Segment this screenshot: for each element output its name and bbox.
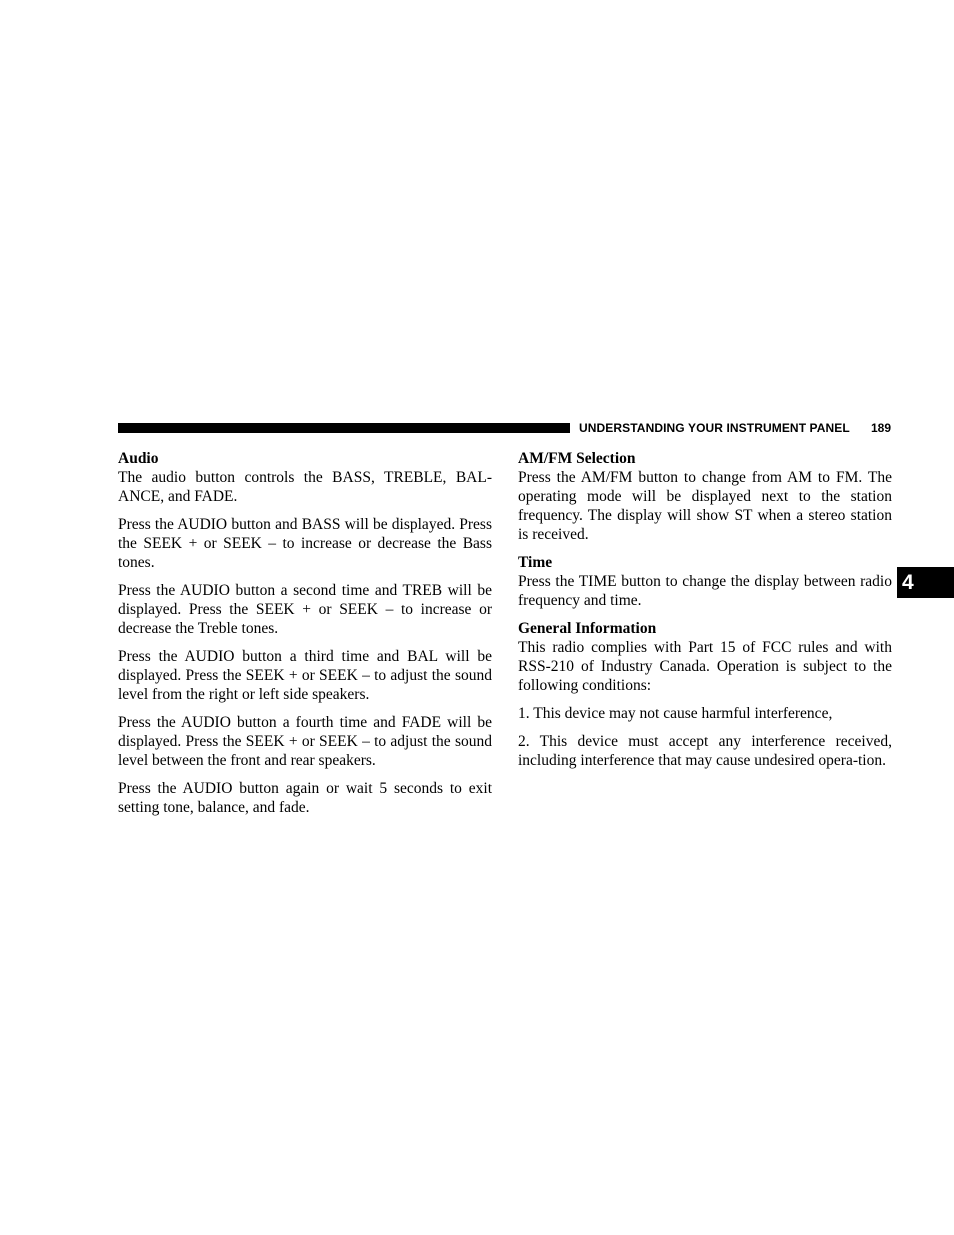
time-paragraph: Press the TIME button to change the display between radio frequency and time.: [518, 573, 892, 609]
amfm-heading: AM/FM Selection: [518, 450, 636, 467]
audio-fade-paragraph: Press the AUDIO button a fourth time and FADE will be displayed. Press the SEEK + or SEEK – to adjust the sound level between the front and rear speakers.: [118, 714, 492, 769]
general-info-heading: General Information: [518, 620, 657, 637]
page-number: 189: [871, 421, 892, 435]
audio-bass-paragraph: Press the AUDIO button and BASS will be displayed. Press the SEEK + or SEEK – to increase or decrease the Bass tones.: [118, 516, 492, 571]
header-rule: [118, 423, 570, 433]
audio-treble-paragraph: Press the AUDIO button a second time and TREB will be displayed. Press the SEEK + or SEEK – to increase or decrease the Treble tones.: [118, 582, 492, 637]
left-column: [118, 449, 492, 826]
audio-balance-paragraph: Press the AUDIO button a third time and BAL will be displayed. Press the SEEK + or SEEK – to adjust the sound level from the right or left side speakers.: [118, 648, 492, 703]
time-heading: Time: [518, 554, 553, 571]
header-title: UNDERSTANDING YOUR INSTRUMENT PANEL: [579, 421, 850, 435]
amfm-paragraph: Press the AM/FM button to change from AM to FM. The operating mode will be displayed next to the station frequency. The display will show ST when a stereo station is received.: [518, 469, 892, 543]
audio-heading: Audio: [118, 450, 159, 467]
chapter-tab: 4: [897, 567, 954, 598]
general-info-paragraph: This radio complies with Part 15 of FCC rules and with RSS-210 of Industry Canada. Operation is subject to the following conditions:: [518, 639, 892, 694]
condition-1: 1. This device may not cause harmful interference,: [518, 705, 833, 722]
right-column: [518, 449, 892, 779]
audio-exit-paragraph: Press the AUDIO button again or wait 5 seconds to exit setting tone, balance, and fade.: [118, 780, 492, 816]
condition-2: 2. This device must accept any interference received, including interference that may cause undesired opera-tion.: [518, 733, 892, 769]
audio-intro-paragraph: The audio button controls the BASS, TREBLE, BAL-ANCE, and FADE.: [118, 469, 492, 505]
